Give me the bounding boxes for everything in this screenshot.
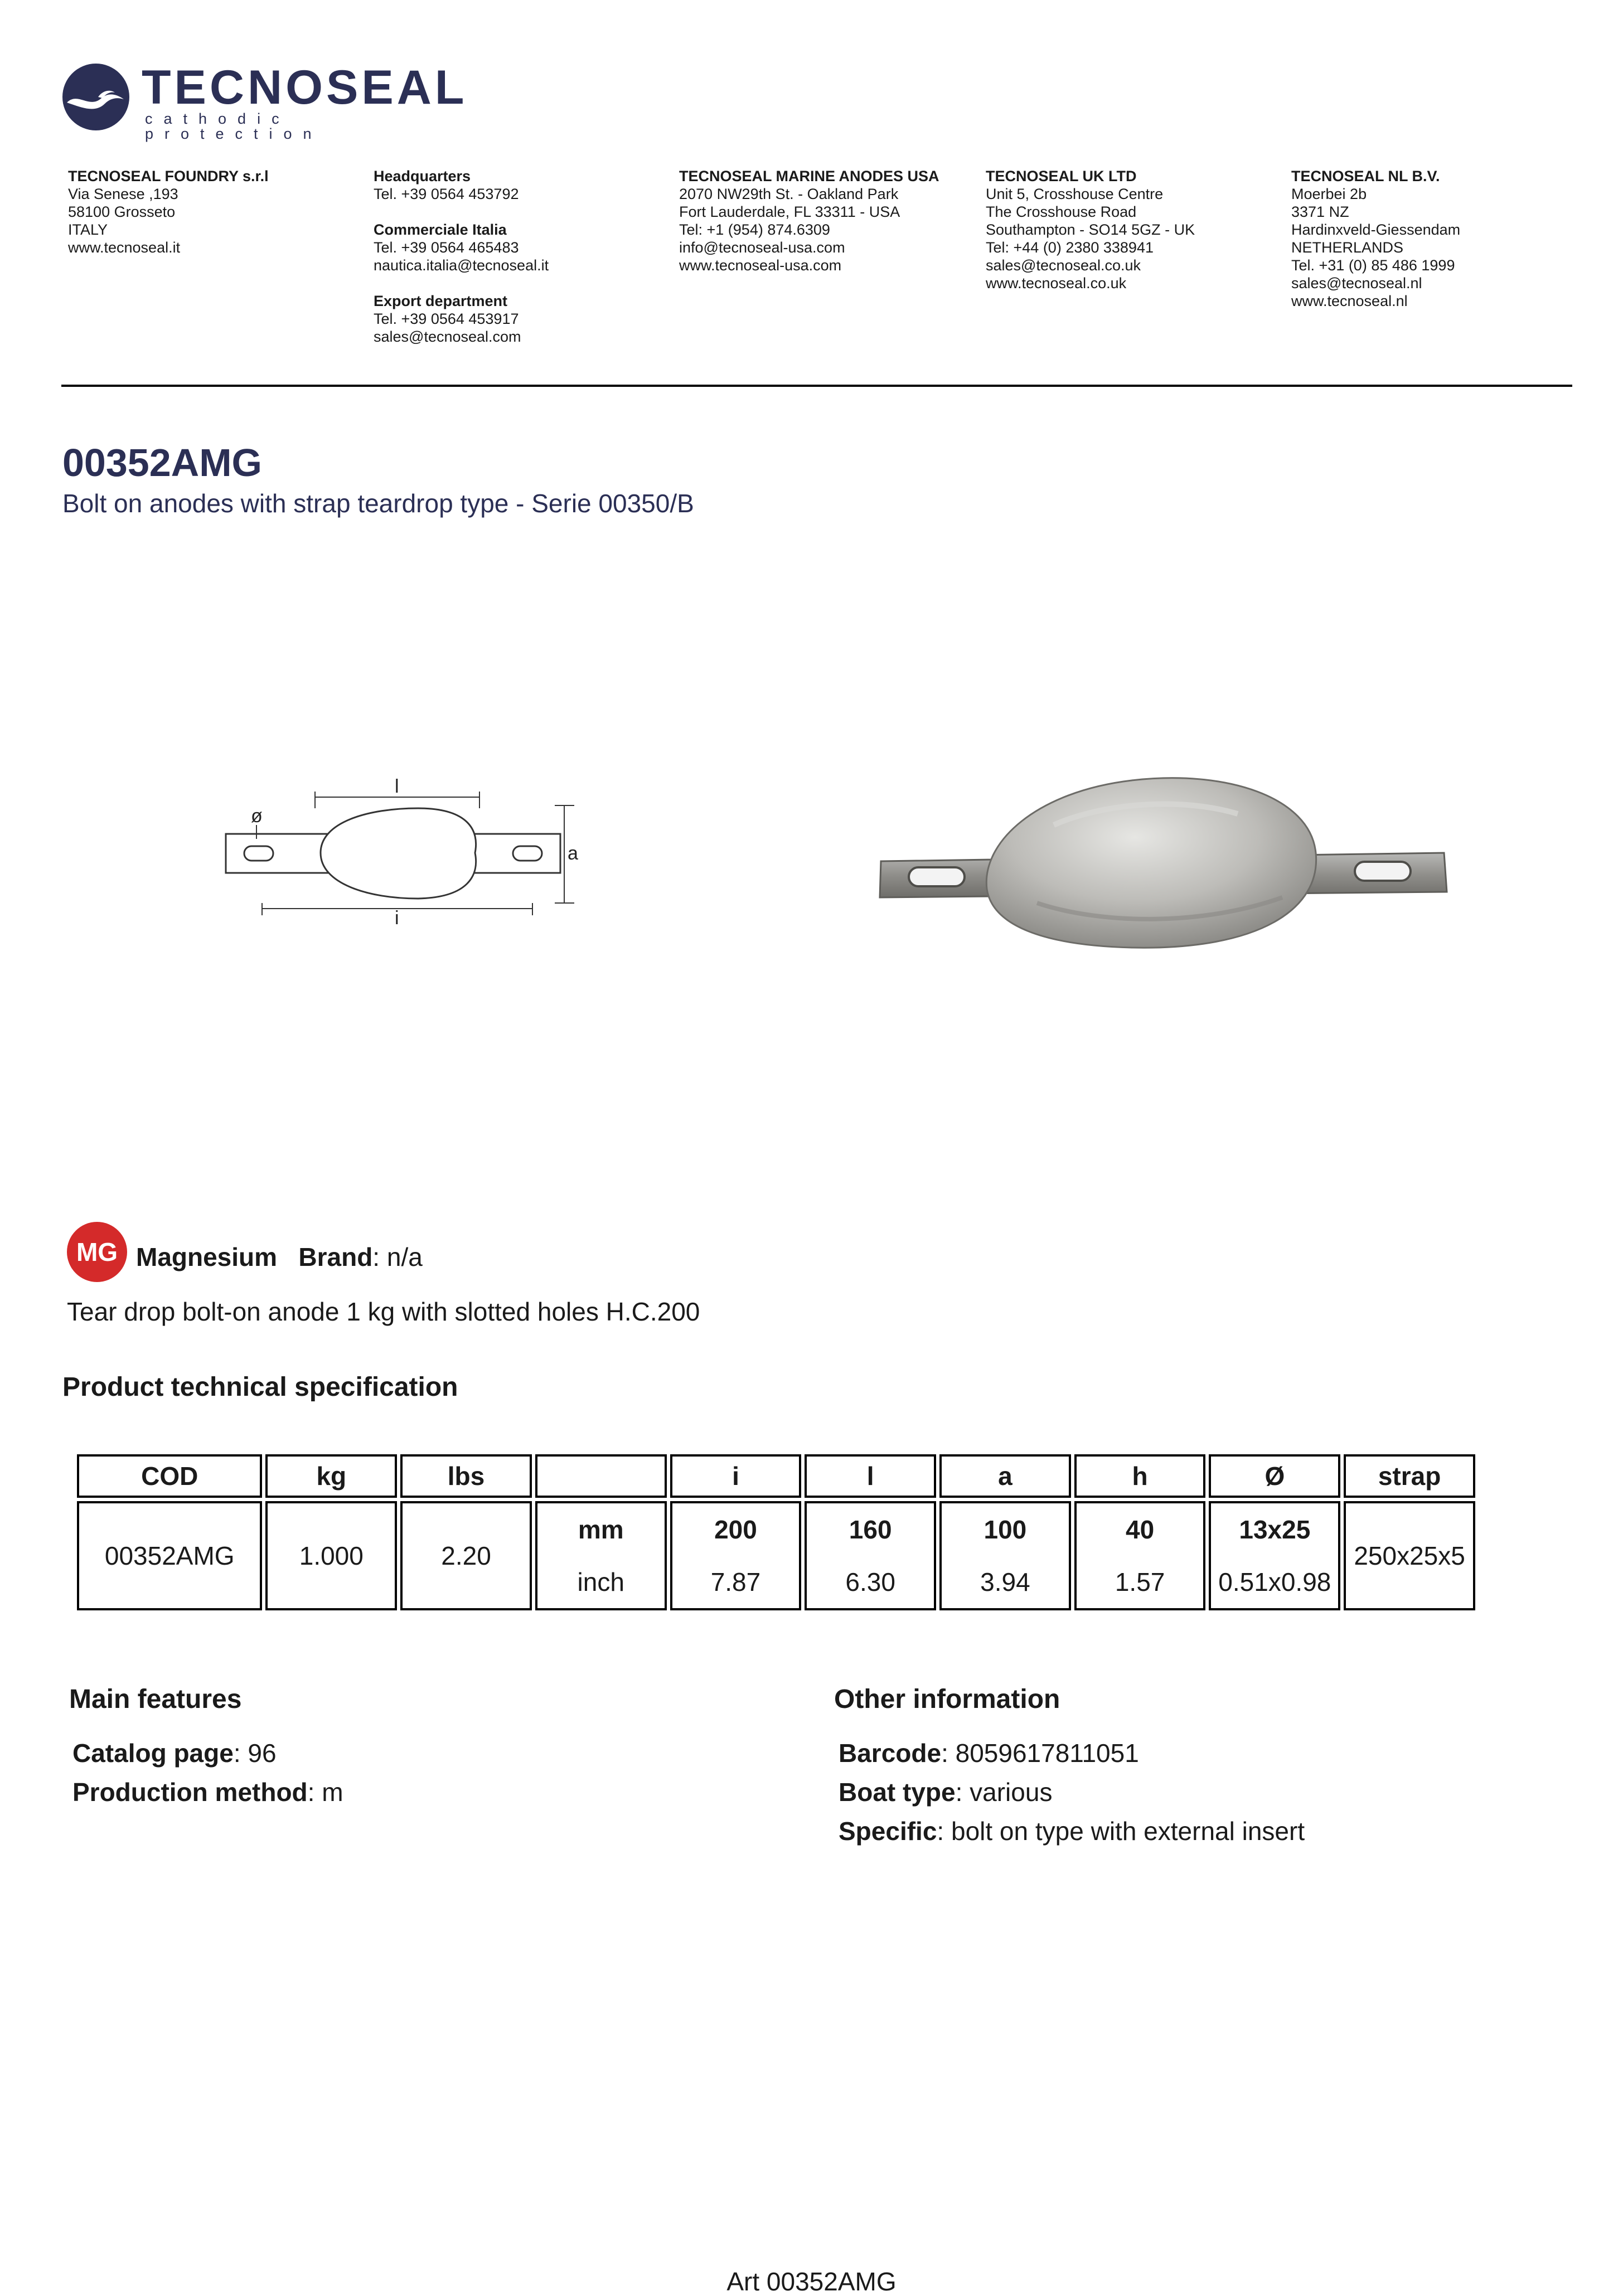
table-row [77,1501,1475,1610]
office-usa [679,167,975,274]
col-header: Ø [1209,1454,1340,1498]
material-line [136,1244,423,1270]
office-title: Headquarters [374,168,471,185]
office-line: Hardinxveld-Giessendam [1291,221,1461,238]
info-value: : bolt on type with external insert [937,1817,1305,1846]
office-line: 2070 NW29th St. - Oakland Park [679,186,899,202]
feature-value: : 96 [233,1739,277,1768]
office-line: 58100 Grosseto [68,203,176,220]
l-mm: 160 [849,1515,892,1544]
office-link[interactable]: www.tecnoseal.nl [1291,293,1408,309]
cell-l [805,1501,936,1610]
product-subtitle: Bolt on anodes with strap teardrop type - Serie 00350/B [62,489,694,518]
col-header: lbs [400,1454,532,1498]
office-line: Tel: +1 (954) 874.6309 [679,221,830,238]
info-label: Specific [839,1817,937,1846]
cell-lbs: 2.20 [400,1501,532,1610]
dim-label-diameter: ø [251,805,263,827]
badge-text: MG [76,1237,118,1266]
office-nl [1291,167,1587,310]
slot-left [244,846,273,861]
office-line: Tel. +39 0564 465483 [374,239,519,256]
office-line: Fort Lauderdale, FL 33311 - USA [679,203,900,220]
col-header: a [939,1454,1071,1498]
unit-mm: mm [578,1515,624,1544]
office-line: Tel: +44 (0) 2380 338941 [986,239,1154,256]
a-inch: 3.94 [980,1567,1030,1596]
office-title: TECNOSEAL NL B.V. [1291,168,1440,185]
office-email[interactable]: info@tecnoseal-usa.com [679,239,845,256]
office-link[interactable]: www.tecnoseal-usa.com [679,257,842,274]
office-foundry [68,167,364,256]
cell-cod: 00352AMG [77,1501,262,1610]
office-title: Commerciale Italia [374,221,507,238]
office-title: TECNOSEAL FOUNDRY s.r.l [68,168,269,185]
cell-units [535,1501,667,1610]
feature-label: Production method [72,1778,308,1807]
office-uk [986,167,1281,292]
office-link[interactable]: www.tecnoseal.co.uk [986,275,1127,292]
h-mm: 40 [1126,1515,1155,1544]
col-header: COD [77,1454,262,1498]
spec-title: Product technical specification [62,1372,458,1402]
header-divider [61,385,1572,387]
i-mm: 200 [714,1515,757,1544]
info-boat-type [839,1779,1052,1805]
cell-diameter [1209,1501,1340,1610]
office-line: Southampton - SO14 5GZ - UK [986,221,1195,238]
col-header [535,1454,667,1498]
office-line: 3371 NZ [1291,203,1349,220]
info-label: Boat type [839,1778,956,1807]
feature-value: : m [307,1778,343,1807]
photo-slot-left [909,867,965,886]
office-email[interactable]: sales@tecnoseal.co.uk [986,257,1141,274]
office-title: TECNOSEAL MARINE ANODES USA [679,168,939,185]
cell-h [1074,1501,1206,1610]
technical-drawing [217,769,585,925]
office-title: TECNOSEAL UK LTD [986,168,1137,185]
col-header: h [1074,1454,1206,1498]
info-value: : 8059617811051 [941,1739,1139,1768]
office-line: Tel. +31 (0) 85 486 1999 [1291,257,1455,274]
h-inch: 1.57 [1115,1567,1165,1596]
table-header-row [77,1454,1475,1498]
diameter-inch: 0.51x0.98 [1218,1567,1331,1596]
cell-a [939,1501,1071,1610]
brand-value: : n/a [372,1242,423,1271]
office-headquarters [374,167,669,346]
col-header: kg [265,1454,397,1498]
feature-production-method [72,1779,343,1805]
dim-label-i: i [395,907,399,925]
anode-body-outline [321,808,476,899]
col-header: i [670,1454,802,1498]
info-label: Barcode [839,1739,942,1768]
dim-label-a: a [568,843,578,864]
col-header: l [805,1454,936,1498]
cell-kg: 1.000 [265,1501,397,1610]
unit-inch: inch [577,1567,624,1596]
material-name: Magnesium [136,1242,278,1271]
office-line: ITALY [68,221,108,238]
brand-tagline: cathodic protection [145,110,323,142]
office-line: Tel. +39 0564 453917 [374,310,519,327]
product-photo [870,758,1455,970]
office-link[interactable]: www.tecnoseal.it [68,239,181,256]
office-line: Unit 5, Crosshouse Centre [986,186,1164,202]
feature-label: Catalog page [72,1739,234,1768]
main-features-title: Main features [69,1685,242,1714]
brand-logo [61,60,468,142]
office-line: Moerbei 2b [1291,186,1367,202]
cell-i [670,1501,802,1610]
a-mm: 100 [984,1515,1027,1544]
slot-right [513,846,542,861]
magnesium-badge-icon [66,1221,128,1283]
info-specific [839,1818,1305,1844]
office-email[interactable]: sales@tecnoseal.com [374,328,521,345]
office-title: Export department [374,293,508,309]
office-line: The Crosshouse Road [986,203,1137,220]
other-information-title: Other information [834,1685,1060,1714]
feature-catalog-page [72,1740,277,1766]
office-email[interactable]: nautica.italia@tecnoseal.it [374,257,549,274]
office-line: NETHERLANDS [1291,239,1404,256]
brand-name: TECNOSEAL [142,61,468,114]
brand-label: Brand [298,1242,373,1271]
product-description: Tear drop bolt-on anode 1 kg with slotted holes H.C.200 [67,1297,700,1326]
i-inch: 7.87 [710,1567,761,1596]
spec-table [74,1451,1479,1614]
logo-wave-icon [61,62,130,132]
office-line: Via Senese ,193 [68,186,178,202]
office-email[interactable]: sales@tecnoseal.nl [1291,275,1422,292]
page-footer: Art 00352AMG [726,2267,897,2296]
l-inch: 6.30 [845,1567,895,1596]
info-barcode [839,1740,1139,1766]
dim-label-l: l [395,776,399,797]
product-code: 00352AMG [62,441,262,484]
photo-slot-right [1355,862,1411,881]
cell-strap: 250x25x5 [1344,1501,1475,1610]
diameter-mm: 13x25 [1239,1515,1311,1544]
office-line: Tel. +39 0564 453792 [374,186,519,202]
col-header: strap [1344,1454,1475,1498]
info-value: : various [955,1778,1053,1807]
